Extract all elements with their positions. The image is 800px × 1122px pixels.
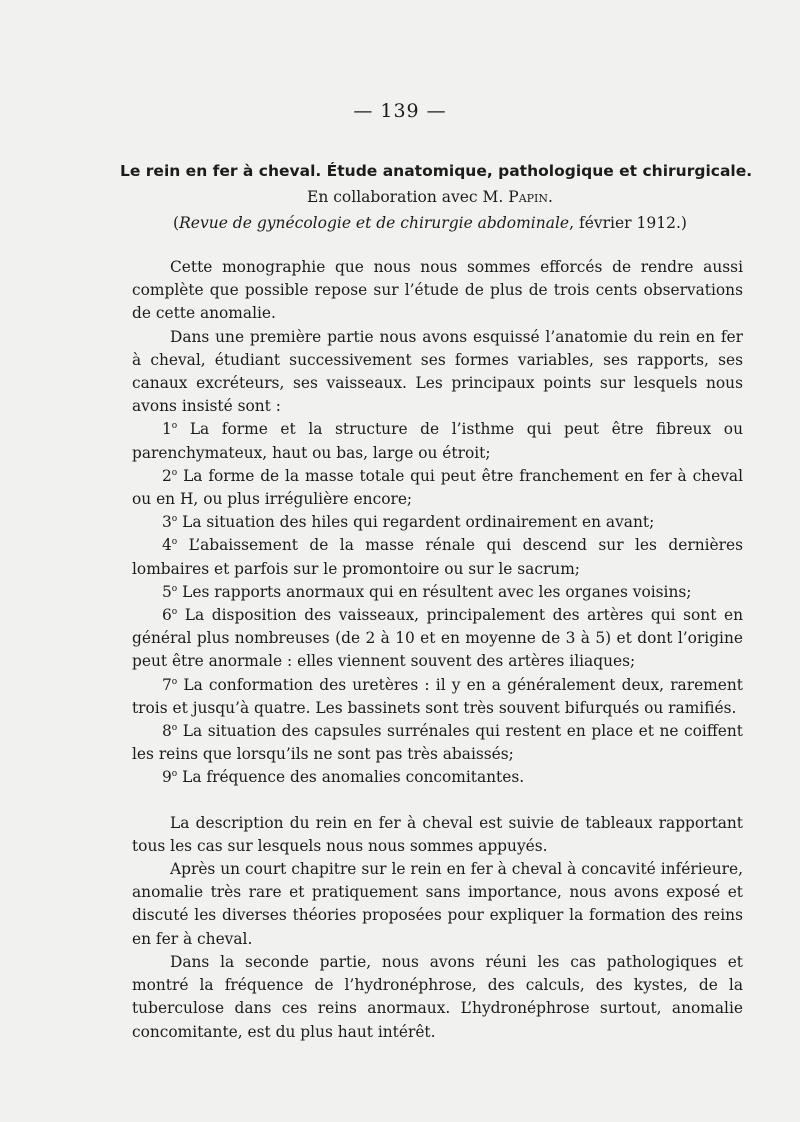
list-number: 7 bbox=[162, 675, 172, 694]
list-item bbox=[132, 766, 743, 789]
list-number-suffix: o bbox=[171, 537, 178, 548]
list-number-suffix: o bbox=[171, 606, 178, 617]
journal-name: Revue de gynécologie et de chirurgie abdominale bbox=[179, 214, 570, 232]
list-text: L’abaissement de la masse rénale qui descend sur les dernières lombaires et parfois sur le promontoire ou sur le sacrum; bbox=[132, 536, 743, 578]
source-date: , février 1912.) bbox=[569, 214, 687, 232]
collaboration-suffix: . bbox=[548, 188, 553, 206]
collaboration-prefix: En collaboration avec M. bbox=[307, 188, 504, 206]
paragraph: Cette monographie que nous nous sommes efforcés de rendre aussi complète que possible repose sur l’étude de plus de trois cents observations de cette anomalie. bbox=[132, 258, 743, 323]
list-number-suffix: o bbox=[171, 722, 178, 733]
collaboration-line bbox=[120, 184, 740, 210]
article-title: Le rein en fer à cheval. Étude anatomique, pathologique et chirurgicale. bbox=[120, 162, 753, 180]
paragraph: Dans une première partie nous avons esquissé l’anatomie du rein en fer à cheval, étudiant successivement ses formes variables, ses rapports, ses canaux excréteurs, ses vaisseaux. Les principaux points sur lesquels nous avons insisté sont : bbox=[132, 327, 743, 416]
article-body bbox=[132, 256, 743, 1044]
list-number: 6 bbox=[162, 606, 172, 625]
list-number-suffix: o bbox=[171, 583, 178, 594]
source-line bbox=[120, 210, 740, 236]
list-item bbox=[132, 465, 743, 511]
list-number: 1 bbox=[162, 420, 172, 439]
page-number: — 139 — bbox=[353, 100, 447, 122]
paragraph: La description du rein en fer à cheval est suivie de tableaux rapportant tous les cas sur lesquels nous nous sommes appuyés. bbox=[132, 813, 743, 855]
list-text: La disposition des vaisseaux, principalement des artères qui sont en général plus nombreuses (de 2 à 10 et en moyenne de 3 à 5) et dont l’origine peut être anormale : elles viennent souvent des artères iliaques; bbox=[132, 606, 743, 671]
list-item bbox=[132, 674, 743, 720]
list-number: 3 bbox=[162, 513, 172, 532]
list-item bbox=[132, 418, 743, 464]
list-number-suffix: o bbox=[171, 421, 178, 432]
list-item bbox=[132, 720, 743, 766]
list-text: La situation des hiles qui regardent ordinairement en avant; bbox=[177, 513, 655, 532]
list-number: 4 bbox=[162, 536, 172, 555]
list-item bbox=[132, 534, 743, 580]
list-number: 2 bbox=[162, 466, 172, 485]
list-text: La forme de la masse totale qui peut être franchement en fer à cheval ou en H, ou plus irrégulière encore; bbox=[132, 466, 743, 509]
source-open: ( bbox=[173, 214, 180, 232]
list-number-suffix: o bbox=[171, 676, 178, 687]
list-number: 9 bbox=[162, 768, 172, 787]
paragraph: Dans la seconde partie, nous avons réuni les cas pathologiques et montré la fréquence de l’hydronéphrose, des calculs, des kystes, de la tuberculose dans ces reins anormaux. L’hydronéphrose surtout, anomalie concomitante, est du plus haut intérêt. bbox=[132, 952, 743, 1041]
list-number-suffix: o bbox=[171, 514, 178, 525]
list-text: La conformation des uretères : il y en a généralement deux, rarement trois et jusqu’à quatre. Les bassinets sont très souvent bifurqués ou ramifiés. bbox=[132, 675, 743, 717]
paragraph: Après un court chapitre sur le rein en fer à cheval à concavité inférieure, anomalie très rare et pratiquement sans importance, nous avons exposé et discuté les diverses théories proposées pour expliquer la formation des reins en fer à cheval. bbox=[132, 860, 743, 948]
list-item bbox=[132, 604, 743, 674]
list-number: 8 bbox=[162, 722, 172, 741]
list-text: Les rapports anormaux qui en résultent avec les organes voisins; bbox=[177, 582, 692, 601]
list-text: La forme et la structure de l’isthme qui peut être fibreux ou parenchymateux, haut ou bas, large ou étroit; bbox=[132, 420, 743, 462]
list-number-suffix: o bbox=[171, 467, 178, 478]
list-text: La situation des capsules surrénales qui restent en place et ne coiffent les reins que lorsqu’ils ne sont pas très abaissés; bbox=[132, 722, 743, 764]
list-item bbox=[132, 511, 743, 534]
article-header bbox=[120, 158, 753, 236]
list-number: 5 bbox=[162, 582, 172, 601]
list-number-suffix: o bbox=[171, 769, 178, 780]
collaborator-name: Papin bbox=[508, 188, 549, 206]
list-text: La fréquence des anomalies concomitantes. bbox=[177, 768, 525, 787]
list-item bbox=[132, 581, 743, 604]
